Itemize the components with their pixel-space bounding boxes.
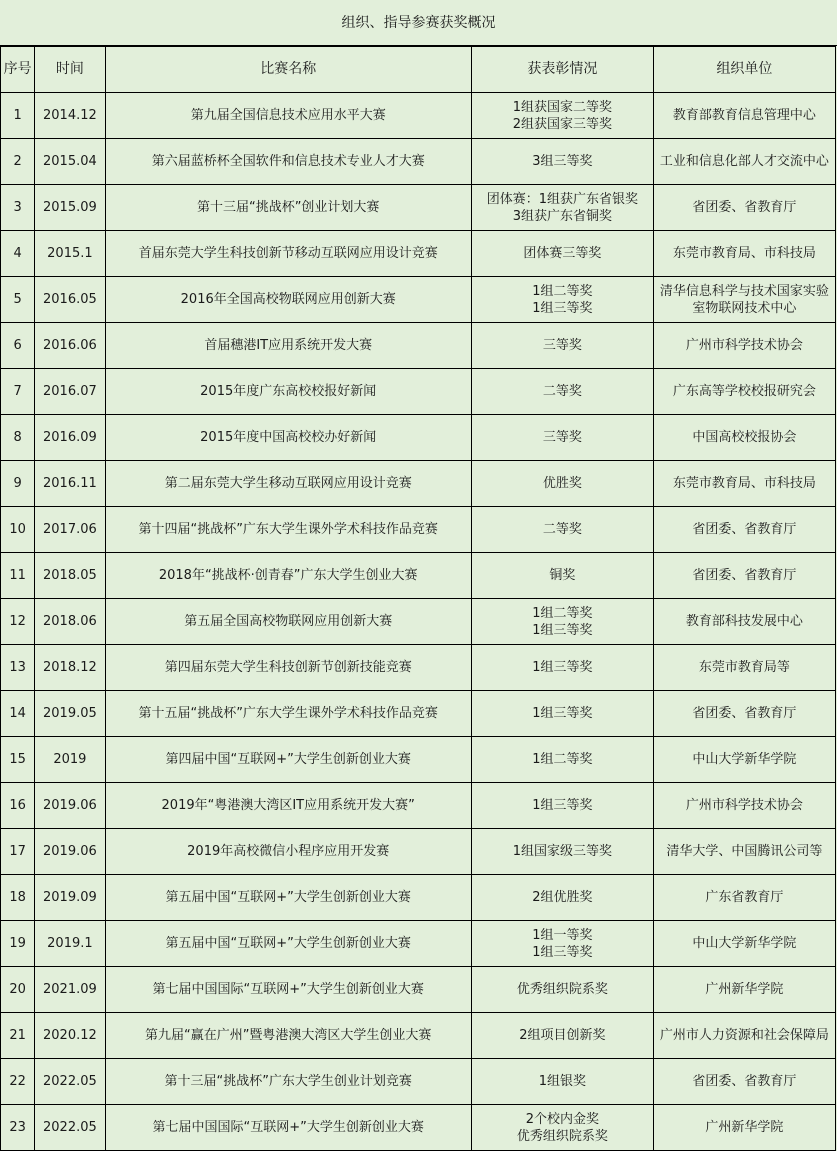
award-line: 2组获国家三等奖 (512, 116, 612, 132)
cell-index[interactable]: 4 (1, 231, 35, 277)
award-line: 铜奖 (549, 568, 576, 583)
cell-organizer[interactable]: 广东省教育厅 (653, 875, 835, 921)
cell-organizer[interactable]: 广州新华学院 (653, 1105, 835, 1151)
cell-competition-name[interactable]: 首届穗港IT应用系统开发大赛 (105, 323, 471, 369)
cell-competition-name[interactable]: 2015年度广东高校校报好新闻 (105, 369, 471, 415)
cell-organizer[interactable]: 省团委、省教育厅 (653, 553, 835, 599)
header-time[interactable]: 时间 (35, 47, 105, 93)
award-line: 1组三等奖 (532, 660, 593, 675)
cell-award[interactable] (471, 875, 653, 921)
award-line: 三等奖 (542, 338, 582, 353)
cell-index[interactable]: 8 (1, 415, 35, 461)
table-row (1, 921, 836, 967)
awards-table (0, 46, 836, 1151)
award-line: 2组优胜奖 (532, 890, 593, 905)
cell-time[interactable]: 2015.09 (35, 185, 105, 231)
cell-award[interactable] (471, 461, 653, 507)
cell-competition-name[interactable]: 第四届中国“互联网+”大学生创新创业大赛 (105, 737, 471, 783)
cell-organizer[interactable]: 省团委、省教育厅 (653, 691, 835, 737)
cell-organizer[interactable]: 广州市科学技术协会 (653, 323, 835, 369)
cell-index[interactable]: 20 (1, 967, 35, 1013)
cell-index[interactable]: 17 (1, 829, 35, 875)
cell-index[interactable]: 11 (1, 553, 35, 599)
cell-time[interactable]: 2019.05 (35, 691, 105, 737)
table-row (1, 1013, 836, 1059)
header-award[interactable]: 获表彰情况 (471, 47, 653, 93)
cell-index[interactable]: 10 (1, 507, 35, 553)
table-row (1, 553, 836, 599)
cell-time[interactable]: 2021.09 (35, 967, 105, 1013)
cell-award[interactable] (471, 323, 653, 369)
cell-competition-name[interactable]: 第十三届“挑战杯”广东大学生创业计划竞赛 (105, 1059, 471, 1105)
table-row (1, 323, 836, 369)
table-row (1, 967, 836, 1013)
award-line: 1组二等奖 (532, 605, 593, 621)
cell-competition-name[interactable]: 2019年高校微信小程序应用开发赛 (105, 829, 471, 875)
award-line: 1组三等奖 (532, 622, 593, 638)
award-line: 二等奖 (542, 384, 582, 399)
cell-time[interactable]: 2014.12 (35, 93, 105, 139)
cell-award[interactable] (471, 967, 653, 1013)
cell-time[interactable]: 2022.05 (35, 1059, 105, 1105)
award-line: 优秀组织院系奖 (516, 982, 608, 997)
cell-time[interactable]: 2017.06 (35, 507, 105, 553)
cell-organizer[interactable]: 东莞市教育局、市科技局 (653, 461, 835, 507)
award-line: 1组三等奖 (532, 798, 593, 813)
award-line: 2个校内金奖 (525, 1111, 599, 1127)
award-line: 3组获广东省铜奖 (512, 208, 612, 224)
cell-award[interactable] (471, 93, 653, 139)
table-row (1, 507, 836, 553)
cell-award[interactable] (471, 369, 653, 415)
cell-time[interactable]: 2018.06 (35, 599, 105, 645)
header-org[interactable]: 组织单位 (653, 47, 835, 93)
cell-competition-name[interactable]: 第十三届“挑战杯”创业计划大赛 (105, 185, 471, 231)
award-line: 1组银奖 (538, 1074, 586, 1089)
header-idx[interactable]: 序号 (1, 47, 35, 93)
table-row (1, 737, 836, 783)
cell-organizer[interactable]: 东莞市教育局等 (653, 645, 835, 691)
cell-award[interactable] (471, 691, 653, 737)
cell-index[interactable]: 5 (1, 277, 35, 323)
cell-time[interactable]: 2019 (35, 737, 105, 783)
cell-time[interactable]: 2016.09 (35, 415, 105, 461)
cell-award[interactable] (471, 415, 653, 461)
cell-award[interactable] (471, 139, 653, 185)
cell-time[interactable]: 2015.04 (35, 139, 105, 185)
cell-organizer[interactable]: 清华信息科学与技术国家实验室物联网技术中心 (653, 277, 835, 323)
cell-index[interactable]: 3 (1, 185, 35, 231)
cell-award[interactable] (471, 553, 653, 599)
cell-time[interactable]: 2016.06 (35, 323, 105, 369)
cell-organizer[interactable]: 中山大学新华学院 (653, 921, 835, 967)
award-line: 优胜奖 (542, 476, 582, 491)
award-line: 三等奖 (542, 430, 582, 445)
cell-organizer[interactable]: 省团委、省教育厅 (653, 507, 835, 553)
award-line: 1组一等奖 (532, 927, 593, 943)
cell-award[interactable] (471, 1059, 653, 1105)
table-row (1, 875, 836, 921)
cell-award[interactable] (471, 231, 653, 277)
cell-index[interactable]: 14 (1, 691, 35, 737)
cell-competition-name[interactable]: 第十五届“挑战杯”广东大学生课外学术科技作品竞赛 (105, 691, 471, 737)
table-row (1, 1059, 836, 1105)
cell-organizer[interactable]: 东莞市教育局、市科技局 (653, 231, 835, 277)
award-line: 团体赛：1组获广东省银奖 (486, 191, 638, 207)
table-row (1, 231, 836, 277)
cell-organizer[interactable]: 省团委、省教育厅 (653, 1059, 835, 1105)
cell-award[interactable] (471, 277, 653, 323)
header-row (1, 47, 836, 93)
cell-index[interactable]: 2 (1, 139, 35, 185)
cell-competition-name[interactable]: 2019年“粤港澳大湾区IT应用系统开发大赛” (105, 783, 471, 829)
cell-organizer[interactable]: 清华大学、中国腾讯公司等 (653, 829, 835, 875)
cell-index[interactable]: 13 (1, 645, 35, 691)
cell-index[interactable]: 19 (1, 921, 35, 967)
award-line: 二等奖 (542, 522, 582, 537)
cell-organizer[interactable]: 广州市科学技术协会 (653, 783, 835, 829)
table-title: 组织、指导参赛获奖概况 (0, 0, 837, 46)
cell-award[interactable] (471, 1105, 653, 1151)
cell-organizer[interactable]: 广东高等学校校报研究会 (653, 369, 835, 415)
table-row (1, 185, 836, 231)
cell-organizer[interactable]: 广州市人力资源和社会保障局 (653, 1013, 835, 1059)
cell-competition-name[interactable]: 第七届中国国际“互联网+”大学生创新创业大赛 (105, 967, 471, 1013)
cell-competition-name[interactable]: 第五届中国“互联网+”大学生创新创业大赛 (105, 875, 471, 921)
cell-competition-name[interactable]: 2018年“挑战杯·创青春”广东大学生创业大赛 (105, 553, 471, 599)
cell-time[interactable]: 2018.12 (35, 645, 105, 691)
cell-time[interactable]: 2019.06 (35, 783, 105, 829)
cell-organizer[interactable]: 中国高校校报协会 (653, 415, 835, 461)
award-line: 1组二等奖 (532, 283, 593, 299)
table-row (1, 369, 836, 415)
table-row (1, 461, 836, 507)
cell-competition-name[interactable]: 2015年度中国高校校办好新闻 (105, 415, 471, 461)
cell-competition-name[interactable]: 第十四届“挑战杯”广东大学生课外学术科技作品竞赛 (105, 507, 471, 553)
cell-index[interactable]: 21 (1, 1013, 35, 1059)
table-row (1, 1105, 836, 1151)
table-row (1, 829, 836, 875)
cell-award[interactable] (471, 645, 653, 691)
table-body (1, 93, 836, 1151)
cell-time[interactable]: 2019.06 (35, 829, 105, 875)
cell-award[interactable] (471, 1013, 653, 1059)
cell-competition-name[interactable]: 第二届东莞大学生移动互联网应用设计竞赛 (105, 461, 471, 507)
award-line: 1组国家级三等奖 (512, 844, 612, 859)
cell-time[interactable]: 2015.1 (35, 231, 105, 277)
table-row (1, 645, 836, 691)
cell-time[interactable]: 2020.12 (35, 1013, 105, 1059)
cell-index[interactable]: 15 (1, 737, 35, 783)
cell-competition-name[interactable]: 第六届蓝桥杯全国软件和信息技术专业人才大赛 (105, 139, 471, 185)
cell-organizer[interactable]: 工业和信息化部人才交流中心 (653, 139, 835, 185)
table-row (1, 415, 836, 461)
award-line: 1组二等奖 (532, 752, 593, 767)
cell-organizer[interactable]: 教育部教育信息管理中心 (653, 93, 835, 139)
cell-award[interactable] (471, 185, 653, 231)
award-line: 1组获国家二等奖 (512, 99, 612, 115)
table-row (1, 599, 836, 645)
cell-time[interactable]: 2019.09 (35, 875, 105, 921)
cell-time[interactable]: 2018.05 (35, 553, 105, 599)
cell-index[interactable]: 12 (1, 599, 35, 645)
cell-organizer[interactable]: 中山大学新华学院 (653, 737, 835, 783)
cell-competition-name[interactable]: 第九届全国信息技术应用水平大赛 (105, 93, 471, 139)
cell-index[interactable]: 18 (1, 875, 35, 921)
cell-competition-name[interactable]: 2016年全国高校物联网应用创新大赛 (105, 277, 471, 323)
cell-index[interactable]: 1 (1, 93, 35, 139)
cell-time[interactable]: 2022.05 (35, 1105, 105, 1151)
table-row (1, 783, 836, 829)
table-row (1, 277, 836, 323)
cell-time[interactable]: 2019.1 (35, 921, 105, 967)
cell-award[interactable] (471, 829, 653, 875)
cell-competition-name[interactable]: 第四届东莞大学生科技创新节创新技能竞赛 (105, 645, 471, 691)
cell-time[interactable]: 2016.07 (35, 369, 105, 415)
award-line: 优秀组织院系奖 (516, 1128, 608, 1144)
cell-organizer[interactable]: 省团委、省教育厅 (653, 185, 835, 231)
cell-competition-name[interactable]: 首届东莞大学生科技创新节移动互联网应用设计竞赛 (105, 231, 471, 277)
cell-competition-name[interactable]: 第五届全国高校物联网应用创新大赛 (105, 599, 471, 645)
cell-time[interactable]: 2016.11 (35, 461, 105, 507)
table-row (1, 691, 836, 737)
cell-award[interactable] (471, 599, 653, 645)
cell-award[interactable] (471, 921, 653, 967)
cell-organizer[interactable]: 教育部科技发展中心 (653, 599, 835, 645)
award-line: 2组项目创新奖 (519, 1028, 606, 1043)
award-line: 1组三等奖 (532, 706, 593, 721)
cell-competition-name[interactable]: 第九届“赢在广州”暨粤港澳大湾区大学生创业大赛 (105, 1013, 471, 1059)
cell-award[interactable] (471, 507, 653, 553)
cell-index[interactable]: 16 (1, 783, 35, 829)
award-line: 3组三等奖 (532, 154, 593, 169)
cell-competition-name[interactable]: 第七届中国国际“互联网+”大学生创新创业大赛 (105, 1105, 471, 1151)
cell-award[interactable] (471, 783, 653, 829)
cell-award[interactable] (471, 737, 653, 783)
cell-time[interactable]: 2016.05 (35, 277, 105, 323)
table-row (1, 139, 836, 185)
table-row (1, 93, 836, 139)
cell-index[interactable]: 23 (1, 1105, 35, 1151)
award-line: 团体赛三等奖 (523, 246, 602, 261)
cell-index[interactable]: 7 (1, 369, 35, 415)
award-line: 1组三等奖 (532, 300, 593, 316)
award-line: 1组三等奖 (532, 944, 593, 960)
header-name[interactable]: 比赛名称 (105, 47, 471, 93)
cell-organizer[interactable]: 广州新华学院 (653, 967, 835, 1013)
cell-index[interactable]: 9 (1, 461, 35, 507)
cell-index[interactable]: 22 (1, 1059, 35, 1105)
cell-competition-name[interactable]: 第五届中国“互联网+”大学生创新创业大赛 (105, 921, 471, 967)
cell-index[interactable]: 6 (1, 323, 35, 369)
